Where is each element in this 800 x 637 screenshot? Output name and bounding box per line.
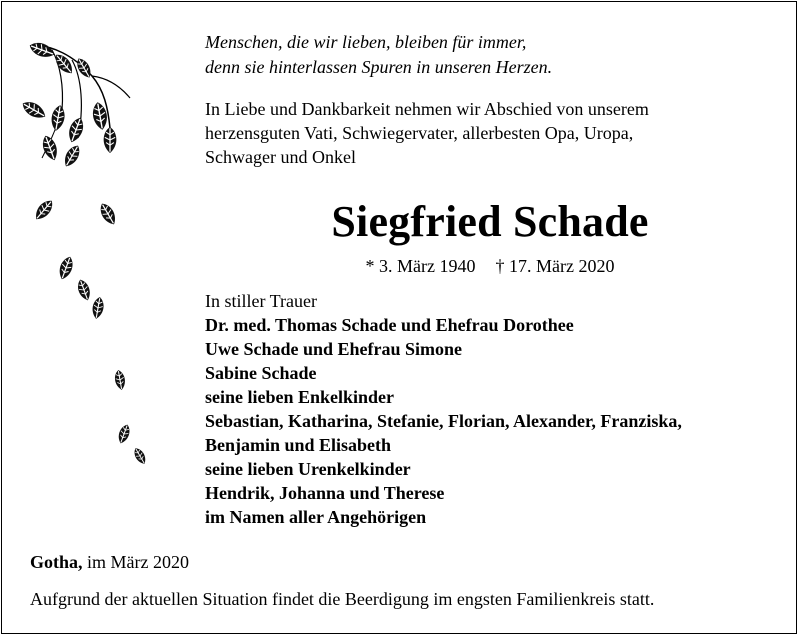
mourner-line: Benjamin und Elisabeth <box>205 435 392 455</box>
mourner-line: Dr. med. Thomas Schade und Ehefrau Dorothee <box>205 315 574 335</box>
mourner-line: im Namen aller Angehörigen <box>205 507 427 527</box>
leaf-7-icon <box>66 116 87 145</box>
death-date: † 17. März 2020 <box>495 256 615 276</box>
funeral-notice: Aufgrund der aktuellen Situation findet die Beerdigung im engsten Familienkreis statt. <box>30 589 655 609</box>
leaf-12-icon <box>97 201 119 228</box>
mourners-list <box>205 289 682 529</box>
place-city: Gotha, <box>30 552 83 572</box>
leaf-10-icon <box>104 127 117 153</box>
mourner-line: Uwe Schade und Ehefrau Simone <box>205 339 463 359</box>
place-date: im März 2020 <box>87 552 189 572</box>
leaf-14-icon <box>75 278 93 302</box>
leaf-4-icon <box>20 98 49 122</box>
intro-line-1: In Liebe und Dankbarkeit nehmen wir Abschied von unserem <box>205 99 649 119</box>
mourner-line: Hendrik, Johanna und Therese <box>205 483 445 503</box>
mourner-line: Sabine Schade <box>205 363 317 383</box>
mourner-line: seine lieben Enkelkinder <box>205 387 395 407</box>
place-and-date <box>30 550 189 574</box>
intro-line-3: Schwager und Onkel <box>205 147 356 167</box>
poem-line-2: denn sie hinterlassen Spuren in unseren Herzen. <box>205 57 553 77</box>
leaf-9-icon <box>61 143 83 170</box>
leaf-13-icon <box>56 255 75 282</box>
leaf-16-icon <box>113 369 126 390</box>
leaf-5-icon <box>49 104 66 132</box>
leaf-3-icon <box>74 56 94 80</box>
mourner-line: Sebastian, Katharina, Stefanie, Florian, Alexander, Franziska, <box>205 411 682 431</box>
leaf-11-icon <box>32 197 56 223</box>
mourning-intro: In stiller Trauer <box>205 291 317 311</box>
birth-date: * 3. März 1940 <box>365 256 476 276</box>
falling-leaves-icon <box>12 38 162 478</box>
deceased-name: Siegfried Schade <box>331 197 649 246</box>
leaf-18-icon <box>132 446 149 466</box>
life-dates <box>205 254 775 278</box>
mourner-line: seine lieben Urenkelkinder <box>205 459 411 479</box>
poem <box>205 30 552 80</box>
leaf-2-icon <box>52 51 76 77</box>
poem-line-1: Menschen, die wir lieben, bleiben für immer, <box>205 32 527 52</box>
leaf-17-icon <box>116 423 132 445</box>
leaf-8-icon <box>40 134 61 163</box>
intro-line-2: herzensguten Vati, Schwiegervater, allerbesten Opa, Uropa, <box>205 123 634 143</box>
leaf-15-icon <box>91 296 105 320</box>
intro-text <box>205 97 649 169</box>
